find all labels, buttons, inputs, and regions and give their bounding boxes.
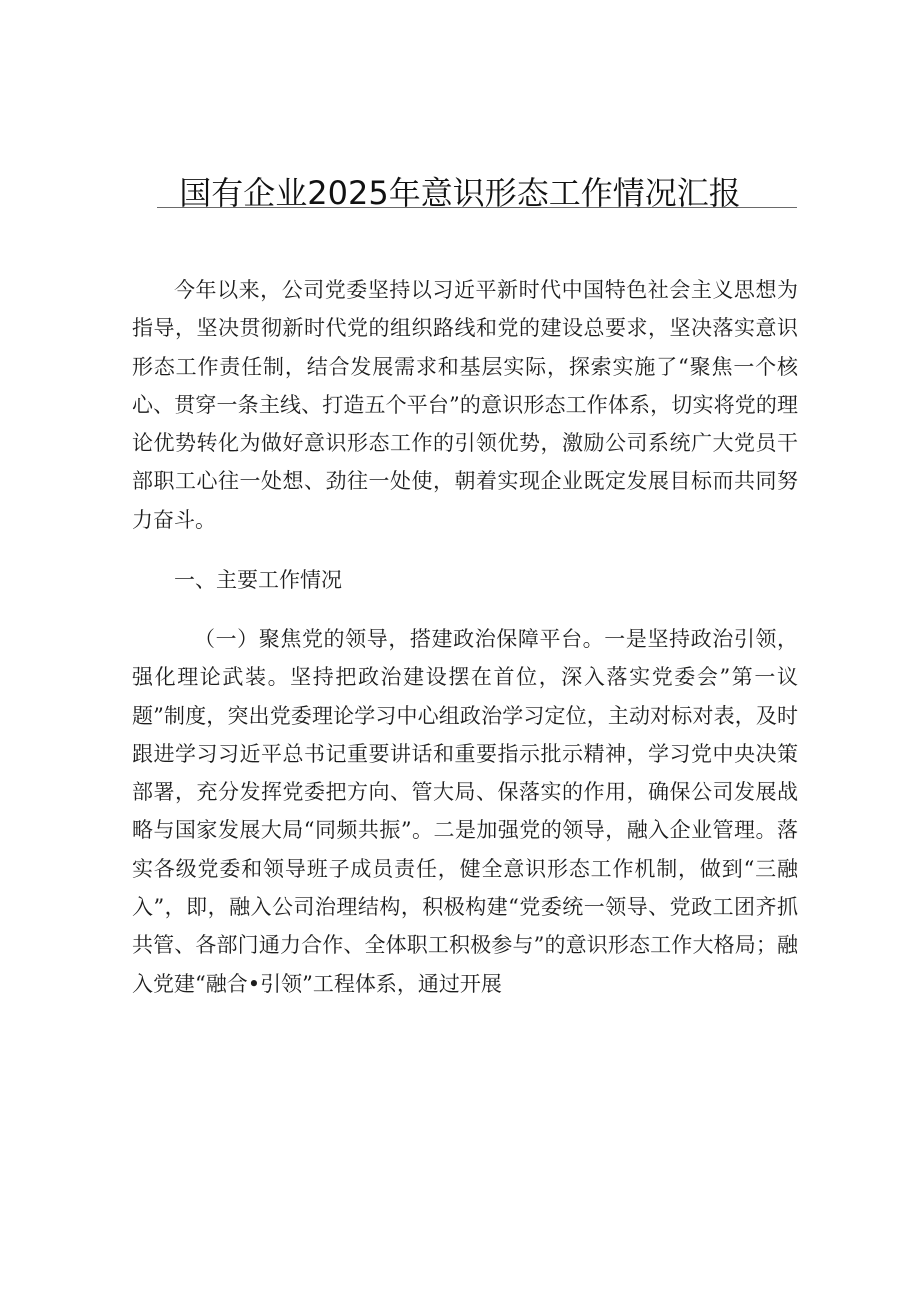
title-underline <box>157 207 797 208</box>
subsection-paragraph-1: （一）聚焦党的领导，搭建政治保障平台。一是坚持政治引领，强化理论武装。坚持把政治建设摆在首位，深入落实党委会”第一议题”制度，突出党委理论学习中心组政治学习定位，主动对标对表，及时跟进学习习近平总书记重要讲话和重要指示批示精神，学习党中央决策部署，充分发挥党委把方向、管大局、保落实的作用，确保公司发展战略与国家发展大局“同频共振”。二是加强党的领导，融入企业管理。落实各级党委和领导班子成员责任，健全意识形态工作机制，做到“三融入”，即，融入公司治理结构，积极构建“党委统一领导、党政工团齐抓共管、各部门通力合作、全体职工积极参与”的意识形态工作大格局；融入党建“融合•引领”工程体系，通过开展 <box>132 627 798 996</box>
intro-paragraph: 今年以来，公司党委坚持以习近平新时代中国特色社会主义思想为指导，坚决贯彻新时代党的组织路线和党的建设总要求，坚决落实意识形态工作责任制，结合发展需求和基层实际，探索实施了“聚焦一个核心、贯穿一条主线、打造五个平台”的意识形态工作体系，切实将党的理论优势转化为做好意识形态工作的引领优势，激励公司系统广大党员干部职工心往一处想、劲往一处使，朝着实现企业既定发展目标而共同努力奋斗。 <box>132 278 798 532</box>
document-title: 国有企业2025年意识形态工作情况汇报 <box>179 174 741 212</box>
section-heading-main-work: 一、主要工作情况 <box>174 568 342 592</box>
